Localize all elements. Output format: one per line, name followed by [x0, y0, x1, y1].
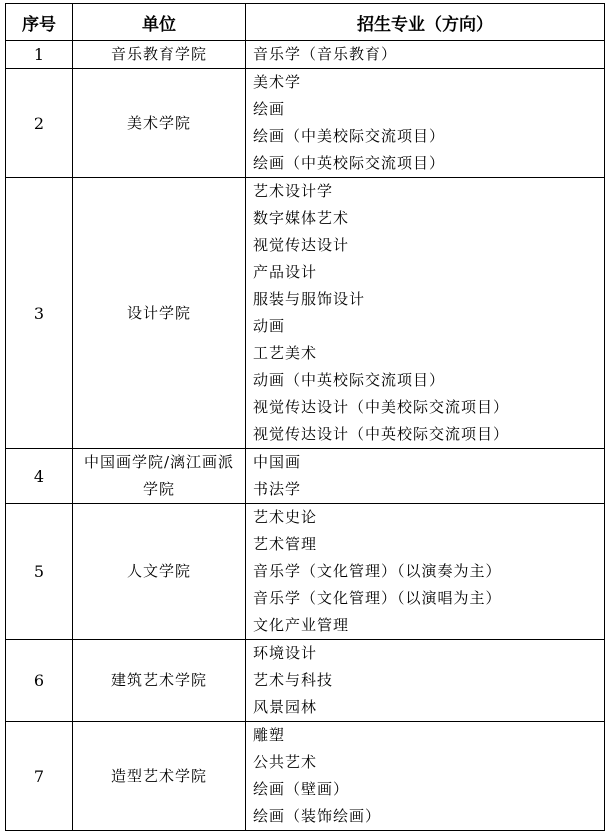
major-item: 数字媒体艺术: [253, 209, 350, 227]
major-item: 环境设计: [253, 644, 318, 662]
row-unit: 中国画学院/漓江画派学院: [73, 449, 246, 504]
major-item: 动画: [253, 317, 286, 335]
major-item: 服装与服饰设计: [253, 290, 366, 308]
row-majors: [246, 41, 605, 69]
major-item: 雕塑: [253, 726, 286, 744]
major-item: 动画（中英校际交流项目）: [253, 371, 446, 389]
majors-table: [5, 3, 605, 831]
row-majors: [246, 640, 605, 722]
header-unit: 单位: [73, 4, 246, 41]
row-majors: [246, 178, 605, 449]
row-index: 2: [6, 69, 73, 178]
major-item: 文化产业管理: [253, 616, 350, 634]
major-item: 公共艺术: [253, 753, 318, 771]
table-row: [6, 722, 605, 831]
row-unit: 建筑艺术学院: [73, 640, 246, 722]
row-majors: [246, 69, 605, 178]
table-body: [6, 41, 605, 831]
row-index: 1: [6, 41, 73, 69]
row-majors: [246, 722, 605, 831]
major-item: 视觉传达设计: [253, 236, 350, 254]
table-row: [6, 41, 605, 69]
major-item: 绘画（壁画）: [253, 780, 350, 798]
row-index: 6: [6, 640, 73, 722]
table-row: [6, 449, 605, 504]
row-majors: [246, 449, 605, 504]
header-index: 序号: [6, 4, 73, 41]
row-index: 5: [6, 504, 73, 640]
major-item: 艺术设计学: [253, 182, 334, 200]
major-item: 绘画（中英校际交流项目）: [253, 154, 446, 172]
row-index: 7: [6, 722, 73, 831]
row-unit: 人文学院: [73, 504, 246, 640]
major-item: 绘画: [253, 100, 286, 118]
major-item: 绘画（装饰绘画）: [253, 807, 382, 825]
table-header-row: [6, 4, 605, 41]
row-unit: 设计学院: [73, 178, 246, 449]
major-item: 工艺美术: [253, 344, 318, 362]
row-unit: 造型艺术学院: [73, 722, 246, 831]
major-item: 绘画（中美校际交流项目）: [253, 127, 446, 145]
major-item: 艺术管理: [253, 535, 318, 553]
table-row: [6, 640, 605, 722]
major-item: 音乐学（文化管理）（以演唱为主）: [253, 589, 502, 607]
majors-table-container: [5, 3, 605, 831]
table-row: [6, 178, 605, 449]
header-majors: 招生专业（方向）: [246, 4, 605, 41]
major-item: 美术学: [253, 73, 302, 91]
major-item: 艺术史论: [253, 508, 318, 526]
major-item: 音乐学（文化管理）（以演奏为主）: [253, 562, 502, 580]
table-row: [6, 504, 605, 640]
row-unit: 美术学院: [73, 69, 246, 178]
row-unit: 音乐教育学院: [73, 41, 246, 69]
major-item: 产品设计: [253, 263, 318, 281]
major-item: 中国画: [253, 453, 302, 471]
major-item: 视觉传达设计（中英校际交流项目）: [253, 425, 510, 443]
major-item: 艺术与科技: [253, 671, 334, 689]
row-index: 4: [6, 449, 73, 504]
table-row: [6, 69, 605, 178]
major-item: 书法学: [253, 480, 302, 498]
row-majors: [246, 504, 605, 640]
major-item: 音乐学（音乐教育）: [253, 45, 398, 63]
row-index: 3: [6, 178, 73, 449]
major-item: 风景园林: [253, 698, 318, 716]
major-item: 视觉传达设计（中美校际交流项目）: [253, 398, 510, 416]
